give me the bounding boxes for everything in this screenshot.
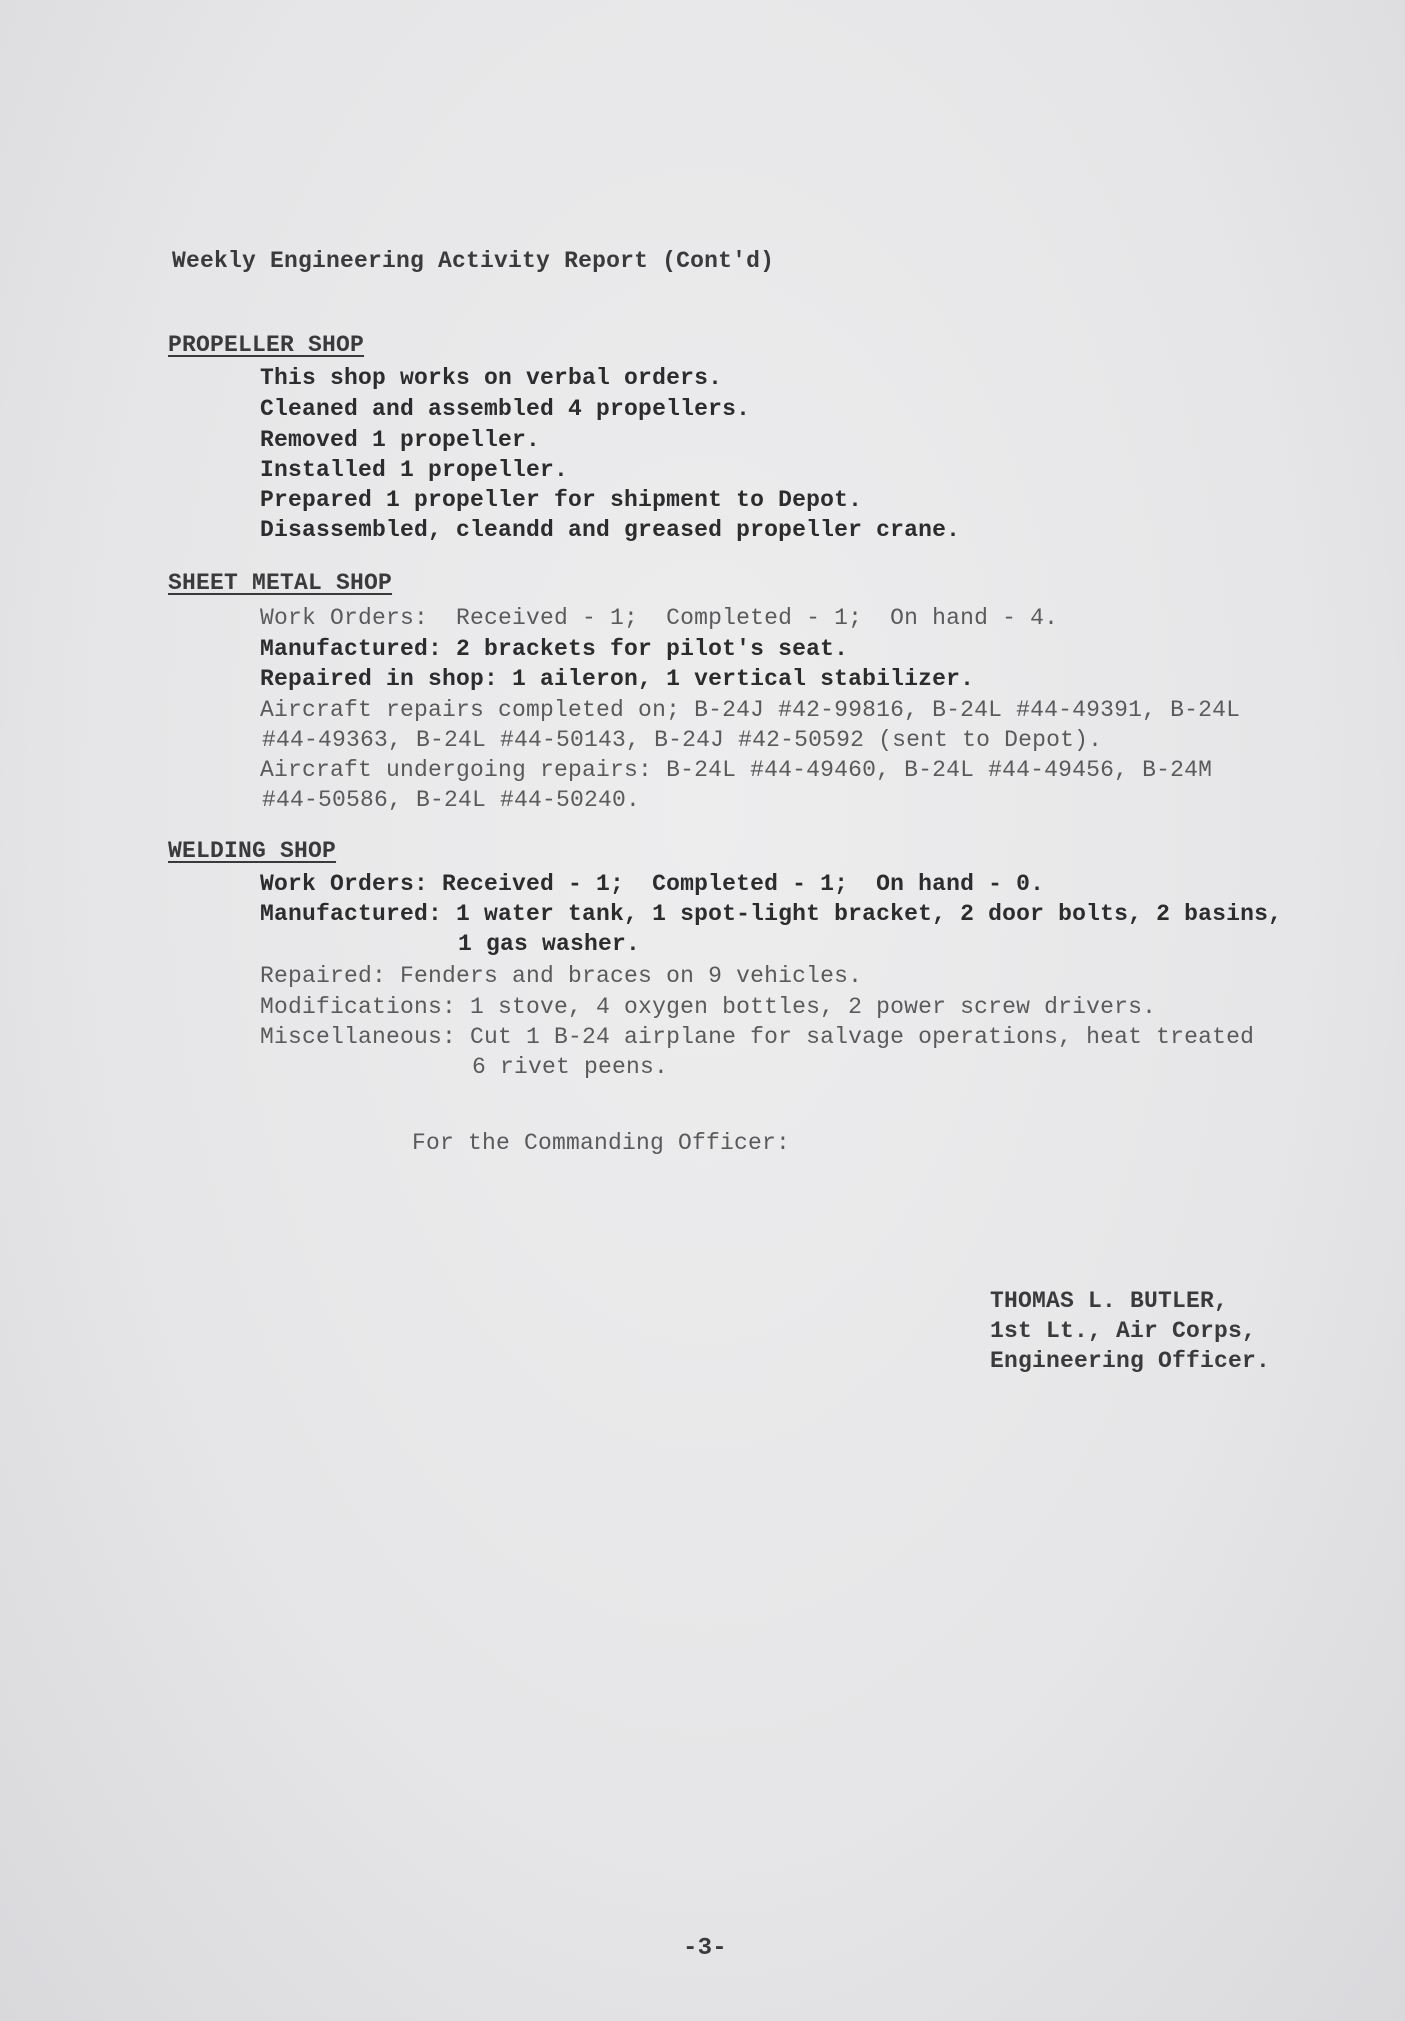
signature-title: Engineering Officer. — [990, 1348, 1271, 1374]
welding-repaired: Repaired: Fenders and braces on 9 vehicles. — [260, 963, 863, 989]
sheet-metal-aircraft-undergoing-2: #44-50586, B-24L #44-50240. — [262, 787, 641, 813]
sheet-metal-work-orders: Work Orders: Received - 1; Completed - 1; On hand - 4. — [260, 605, 1059, 631]
propeller-line-4: Installed 1 propeller. — [260, 457, 569, 483]
signature-rank: 1st Lt., Air Corps, — [990, 1318, 1257, 1344]
welding-manufactured-2: 1 gas washer. — [458, 931, 641, 957]
closing-line: For the Commanding Officer: — [412, 1130, 791, 1156]
propeller-line-5: Prepared 1 propeller for shipment to Depot. — [260, 487, 863, 513]
signature-name: THOMAS L. BUTLER, — [990, 1288, 1229, 1314]
propeller-line-3: Removed 1 propeller. — [260, 427, 541, 453]
sheet-metal-manufactured: Manufactured: 2 brackets for pilot's seat. — [260, 636, 849, 662]
welding-misc-1: Miscellaneous: Cut 1 B-24 airplane for salvage operations, heat treated — [260, 1024, 1255, 1050]
sheet-metal-aircraft-completed-1: Aircraft repairs completed on; B-24J #42-99816, B-24L #44-49391, B-24L — [260, 697, 1241, 723]
report-title: Weekly Engineering Activity Report (Cont'd) — [172, 248, 775, 274]
welding-work-orders: Work Orders: Received - 1; Completed - 1; On hand - 0. — [260, 871, 1045, 897]
sheet-metal-aircraft-completed-2: #44-49363, B-24L #44-50143, B-24J #42-50592 (sent to Depot). — [262, 727, 1103, 753]
propeller-line-6: Disassembled, cleandd and greased propeller crane. — [260, 517, 961, 543]
welding-shop-heading: WELDING SHOP — [168, 838, 337, 864]
welding-modifications: Modifications: 1 stove, 4 oxygen bottles, 2 power screw drivers. — [260, 994, 1157, 1020]
propeller-shop-heading: PROPELLER SHOP — [168, 332, 365, 358]
sheet-metal-shop-heading: SHEET METAL SHOP — [168, 570, 393, 596]
sheet-metal-repaired: Repaired in shop: 1 aileron, 1 vertical stabilizer. — [260, 666, 975, 692]
welding-manufactured-1: Manufactured: 1 water tank, 1 spot-light bracket, 2 door bolts, 2 basins, — [260, 901, 1283, 927]
propeller-line-1: This shop works on verbal orders. — [260, 365, 723, 391]
sheet-metal-aircraft-undergoing-1: Aircraft undergoing repairs: B-24L #44-49460, B-24L #44-49456, B-24M — [260, 757, 1213, 783]
page-number: -3- — [683, 1935, 727, 1962]
propeller-line-2: Cleaned and assembled 4 propellers. — [260, 396, 751, 422]
welding-misc-2: 6 rivet peens. — [472, 1054, 669, 1080]
